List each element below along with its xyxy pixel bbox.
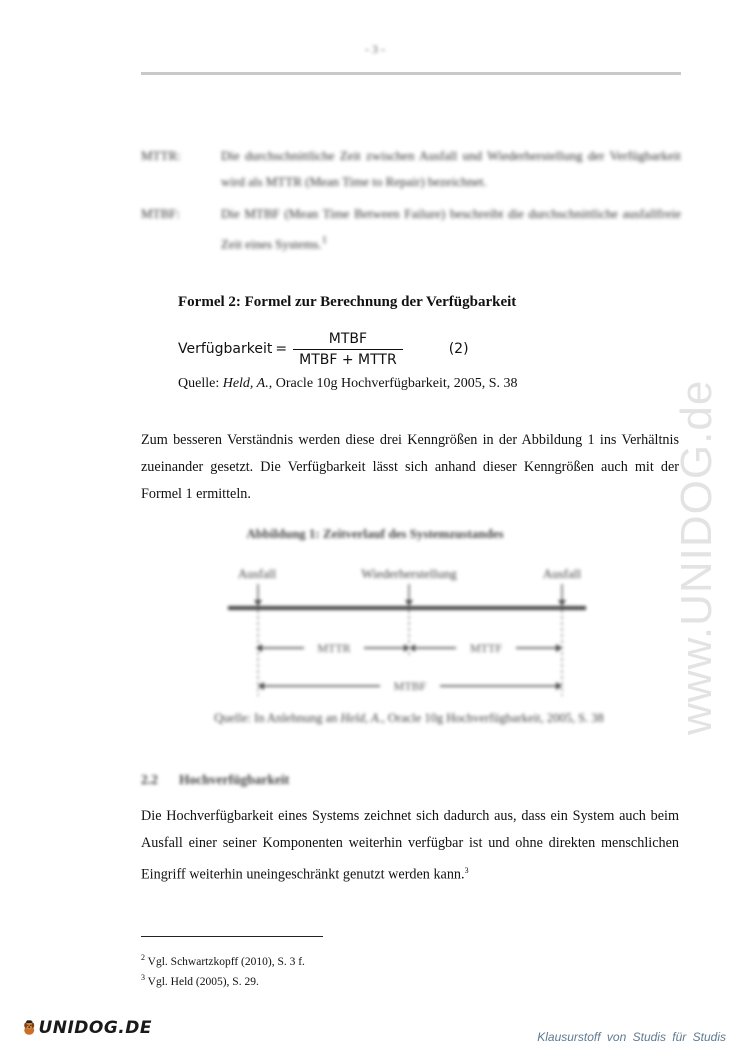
watermark-text: www.UNIDOG.de [672,379,721,735]
watermark [663,280,723,740]
marker-arrowhead-right [558,600,566,606]
mttf-arrowhead-left [410,644,415,652]
footnote-number: 2 [141,953,145,962]
source-prefix: Quelle: In Anlehnung an [214,711,341,725]
paragraph-1: Zum besseren Verständnis werden diese drei Kenngrößen in der Abbildung 1 ins Verhältnis zueinander gesetzt. Die Verfügbarkeit lässt sich anhand dieser Kenngrößen auch mit der Formel 1 ermitteln. [141,432,679,502]
footnote-2 [141,950,305,970]
formula-equals: = [275,341,288,357]
footnote-text: Vgl. Schwartzkopff (2010), S. 3 f. [145,955,305,968]
definition-term: MTBF: [141,206,181,221]
section-number: 2.2 [141,772,158,787]
formula-numerator: MTBF [328,330,368,347]
unidog-logo [22,1010,152,1046]
timeline-diagram [220,560,600,700]
section-title: Hochverfügbarkeit [179,772,290,787]
formula-fraction [293,331,403,368]
formula-number: (2) [448,341,469,357]
label-ausfall-left: Ausfall [237,566,277,581]
definition-text: Die durchschnittliche Zeit zwischen Ausfall und Wiederherstellung der Verfügbarkeit wird als MTTR (Mean Time to Repair) bezeichnet. [221,148,681,189]
formula-lhs: Verfügbarkeit [178,341,273,357]
source-author: Held, A. [222,376,269,391]
formula-denominator: MTBF + MTTR [299,351,397,368]
formula [178,328,469,370]
formula-caption: Formel 2: Formel zur Berechnung der Verfügbarkeit [178,294,517,310]
footnotes [141,950,305,990]
formula-source [178,376,518,392]
mttr-label: MTTR [317,641,351,655]
mtbf-label: MTBF [393,679,427,693]
section-heading [141,772,289,788]
footnote-text: Vgl. Held (2005), S. 29. [145,975,259,988]
figure-caption: Abbildung 1: Zeitverlauf des Systemzustandes [246,526,504,541]
footnote-mark: 3 [464,866,469,875]
mttf-arrowhead-right [556,644,562,652]
definition-text-body: Die MTBF (Mean Time Between Failure) beschreibt die durchschnittliche ausfallfreie Zeit eines Systems. [221,206,681,252]
footer-tagline: Klausurstoff von Studis für Studis [537,1030,726,1044]
definitions-list [141,143,681,263]
marker-arrowhead-middle [405,600,413,606]
paragraph-2 [141,803,679,889]
logo-text: UNIDOG.DE [38,1018,152,1038]
dog-logo-icon [22,1011,36,1045]
source-prefix: Quelle: [178,376,223,391]
mttr-arrowhead-right [404,644,409,652]
label-wiederherstellung: Wiederherstellung [361,566,457,581]
source-rest: , Oracle 10g Hochverfügbarkeit, 2005, S. 38 [268,376,518,391]
source-author: Held, A. [340,711,382,725]
mtbf-arrowhead-left [258,682,264,690]
footnote-mark: 1 [321,234,328,246]
footnote-3 [141,970,305,990]
definition-text [221,201,681,257]
header-rule [141,72,681,75]
source-rest: , Oracle 10g Hochverfügbarkeit, 2005, S. 38 [381,711,604,725]
mttr-arrowhead-left [256,644,262,652]
mtbf-arrowhead-right [556,682,562,690]
figure-source [0,711,750,726]
paragraph-2-text: Die Hochverfügbarkeit eines Systems zeichnet sich dadurch aus, dass ein System auch beim Ausfall einer seiner Komponenten weiterhin verfügbar ist und ohne direkten menschlichen Eingriff weiterhin uneingeschränkt genutzt werden kann. [141,808,679,883]
footnote-rule [141,936,323,937]
definition-mttr [141,143,681,195]
label-ausfall-right: Ausfall [542,566,582,581]
mttf-label: MTTF [469,641,503,655]
page-number: - 3 - [365,42,385,56]
marker-arrowhead-left [254,600,262,606]
footnote-number: 3 [141,972,145,982]
definition-term: MTTR: [141,148,181,163]
definition-mtbf [141,201,681,257]
